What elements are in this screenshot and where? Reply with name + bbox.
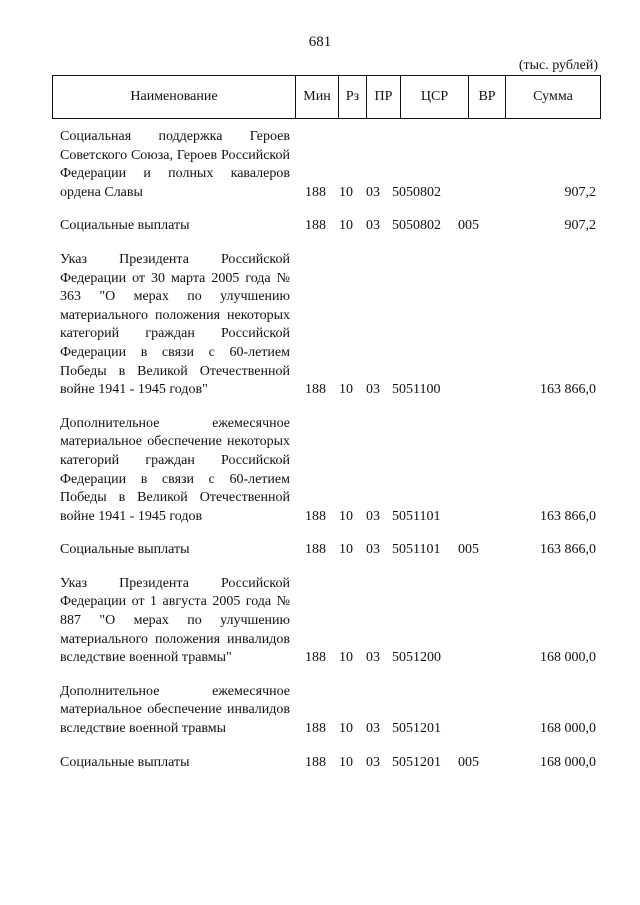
row-min: 188 — [305, 542, 326, 558]
row-name: Указ Президента Российской Федерации от 1 августа 2005 года № 887 "О мерах по улучшению материального положения инвалидов вследствие военной травмы" — [60, 575, 290, 666]
table-row — [60, 575, 596, 668]
row-rz: 10 — [339, 754, 353, 770]
row-min: 188 — [305, 508, 326, 524]
table-row — [60, 251, 596, 400]
row-csr: 5051100 — [392, 382, 441, 398]
header-pr: ПР — [367, 76, 401, 118]
row-vr: 005 — [458, 754, 479, 770]
header-vr: ВР — [469, 76, 506, 118]
row-rz: 10 — [339, 184, 353, 200]
row-sum: 163 866,0 — [540, 542, 596, 558]
row-min: 188 — [305, 184, 326, 200]
row-min: 188 — [305, 650, 326, 666]
row-name: Социальные выплаты — [60, 218, 190, 234]
row-pr: 03 — [366, 508, 380, 524]
row-sum: 907,2 — [564, 218, 596, 234]
row-csr: 5051101 — [392, 508, 441, 524]
units-label: (тыс. рублей) — [518, 58, 598, 73]
header-sum: Сумма — [533, 89, 573, 104]
row-name: Социальные выплаты — [60, 542, 190, 558]
header-min: Мин — [296, 76, 339, 118]
row-csr: 5050802 — [392, 184, 441, 200]
row-pr: 03 — [366, 382, 380, 398]
row-pr: 03 — [366, 542, 380, 558]
row-rz: 10 — [339, 542, 353, 558]
row-name: Указ Президента Российской Федерации от 30 марта 2005 года № 363 "О мерах по улучшению материального положения некоторых категорий граждан Российской Федерации в связи с 60-летием Победы в Великой Отечественной войне 1941 - 1945 годов" — [60, 251, 290, 398]
row-rz: 10 — [339, 508, 353, 524]
row-rz: 10 — [339, 218, 353, 234]
row-sum: 163 866,0 — [540, 382, 596, 398]
row-csr: 5051201 — [392, 721, 441, 737]
row-min: 188 — [305, 218, 326, 234]
row-vr: 005 — [458, 218, 479, 234]
row-csr: 5051201 — [392, 754, 441, 770]
table-header — [52, 75, 601, 119]
row-name: Дополнительное ежемесячное материальное обеспечение некоторых категорий граждан Российской Федерации в связи с 60-летием Победы в Великой Отечественной войне 1941 - 1945 годов — [60, 415, 290, 524]
row-pr: 03 — [366, 754, 380, 770]
header-name: Наименование — [53, 76, 296, 118]
row-pr: 03 — [366, 218, 380, 234]
row-sum: 907,2 — [564, 184, 596, 200]
header-csr: ЦСР — [401, 76, 469, 118]
row-name: Социальная поддержка Героев Советского Союза, Героев Российской Федерации и полных кавалеров ордена Славы — [60, 129, 290, 200]
table-row — [60, 415, 596, 527]
row-sum: 168 000,0 — [540, 754, 596, 770]
row-rz: 10 — [339, 721, 353, 737]
row-sum: 168 000,0 — [540, 721, 596, 737]
row-sum: 163 866,0 — [540, 508, 596, 524]
table-row — [60, 541, 596, 560]
page-number: 681 — [308, 34, 332, 50]
row-vr: 005 — [458, 542, 479, 558]
row-csr: 5051200 — [392, 650, 441, 666]
row-min: 188 — [305, 754, 326, 770]
table-row — [60, 128, 596, 202]
row-rz: 10 — [339, 382, 353, 398]
row-name: Дополнительное ежемесячное материальное обеспечение инвалидов вследствие военной травмы — [60, 683, 290, 737]
row-csr: 5050802 — [392, 218, 441, 234]
row-min: 188 — [305, 721, 326, 737]
header-rz: Рз — [339, 76, 367, 118]
table-row — [60, 754, 596, 773]
row-min: 188 — [305, 382, 326, 398]
row-pr: 03 — [366, 721, 380, 737]
row-name: Социальные выплаты — [60, 754, 190, 770]
row-rz: 10 — [339, 650, 353, 666]
row-sum: 168 000,0 — [540, 650, 596, 666]
table-body — [60, 128, 596, 787]
row-pr: 03 — [366, 650, 380, 666]
row-csr: 5051101 — [392, 542, 441, 558]
table-row — [60, 683, 596, 739]
table-row — [60, 217, 596, 236]
row-pr: 03 — [366, 184, 380, 200]
